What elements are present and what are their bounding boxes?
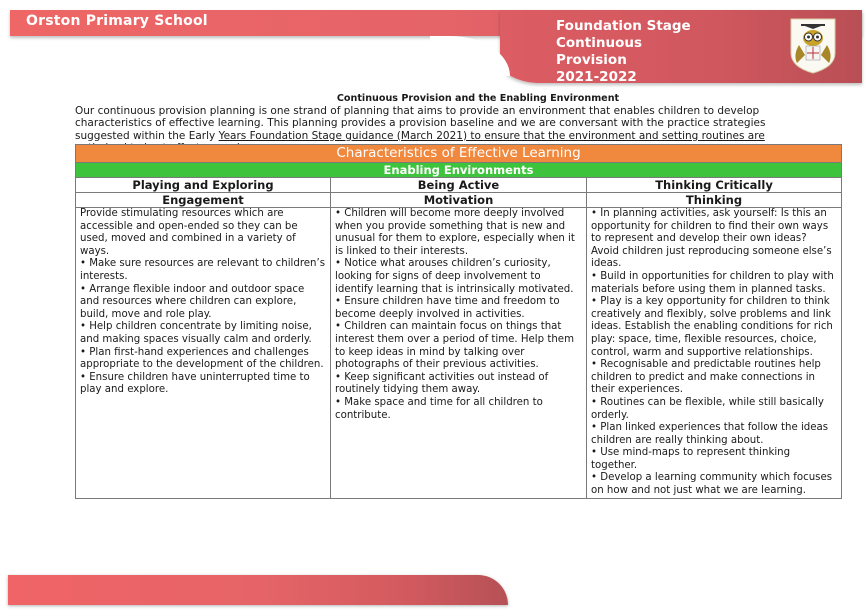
- thinking-strategies: [587, 208, 842, 499]
- list-item: • Make space and time for all children to contribute.: [335, 396, 543, 421]
- motivation-strategies: [331, 208, 587, 499]
- table-title: Characteristics of Effective Learning: [76, 145, 842, 163]
- list-item: • Plan first-hand experiences and challenges appropriate to the development of the children.: [80, 346, 324, 371]
- document-title: [556, 18, 776, 86]
- list-item: • Ensure children have time and freedom to become deeply involved in activities.: [335, 296, 560, 320]
- column-heading: Being Active: [331, 178, 587, 193]
- footer-banner: [8, 575, 508, 605]
- title-line-3: 2021-2022: [556, 69, 637, 85]
- list-item: • Children can maintain focus on things that interest them over a period of time. Help them to keep ideas in mind by talking over photographs of their previous activities.: [335, 321, 574, 371]
- list-item: • Make sure resources are relevant to children’s interests.: [80, 258, 326, 282]
- list-item: • Routines can be flexible, while still basically orderly.: [591, 396, 824, 421]
- list-item: • Ensure children have uninterrupted time to play and explore.: [80, 371, 310, 396]
- list-item: • Recognisable and predictable routines help children to predict and make connections in their experiences.: [591, 359, 821, 396]
- column-heading: Thinking Critically: [587, 178, 842, 193]
- list-item: • Play is a key opportunity for children to think creatively and flexibly, solve problems and link ideas. Establish the enabling conditions for rich play: space, time, flexible resources, choice, control, warm and supportive relationships.: [591, 296, 833, 358]
- owl-crest-icon: [789, 17, 837, 75]
- school-name: Orston Primary School: [26, 13, 208, 29]
- list-item: • In planning activities, ask yourself: Is this an opportunity for children to find their own ways to represent and develop their own ideas? Avoid children just reproducing someone else’s ideas.: [591, 208, 832, 270]
- table-subtitle-row: [76, 163, 842, 178]
- list-item: • Children will become more deeply involved when you provide something that is new and unusual for them to explore, especially when it is linked to their interests.: [335, 208, 575, 257]
- strategies-row: [76, 208, 842, 499]
- list-item: • Build in opportunities for children to play with materials before using them in planned tasks.: [591, 270, 834, 295]
- title-line-2: Provision: [556, 52, 627, 68]
- header-curve: [430, 36, 510, 76]
- list-item: • Develop a learning community which focuses on how and not just what we are learning.: [591, 472, 833, 497]
- list-item: • Help children concentrate by limiting noise, and making spaces visually calm and orderly.: [80, 321, 312, 345]
- list-item: • Keep significant activities out instead of routinely tidying them away.: [335, 371, 549, 396]
- intro-text-part1: Our continuous provision planning is one strand of planning that aims to provide an environment that enables children to develop characteristics of effective learning. This planning provides a provision baseline and we are conversant with the practice strategies suggested within the Early: [75, 105, 766, 142]
- column-subheading: Motivation: [331, 193, 587, 208]
- table-title-row: [76, 145, 842, 163]
- list-item: Provide stimulating resources which are accessible and open-ended so they can be used, moved and combined in a variety of ways.: [80, 208, 298, 257]
- list-item: • Notice what arouses children’s curiosity, looking for signs of deep involvement to identify learning that is intrinsically motivated.: [335, 258, 574, 295]
- column-subheading-row: [76, 193, 842, 208]
- column-subheading: Thinking: [587, 193, 842, 208]
- column-subheading: Engagement: [76, 193, 331, 208]
- title-line-1: Foundation Stage Continuous: [556, 18, 691, 51]
- engagement-strategies: [76, 208, 331, 499]
- table-subtitle: Enabling Environments: [76, 163, 842, 178]
- list-item: • Plan linked experiences that follow the ideas children are really thinking about.: [591, 422, 829, 446]
- characteristics-table: [75, 144, 842, 499]
- column-heading: Playing and Exploring: [76, 178, 331, 193]
- column-heading-row: [76, 178, 842, 193]
- list-item: • Arrange flexible indoor and outdoor space and resources where children can explore, build, move and role play.: [80, 283, 305, 320]
- list-item: • Use mind-maps to represent thinking together.: [591, 447, 791, 471]
- intro-text-part2: Years Foundation Stage guidance (March 2021) to ensure that the environment and setting routines are: [218, 129, 765, 142]
- section-heading: Continuous Provision and the Enabling Environment: [336, 93, 620, 104]
